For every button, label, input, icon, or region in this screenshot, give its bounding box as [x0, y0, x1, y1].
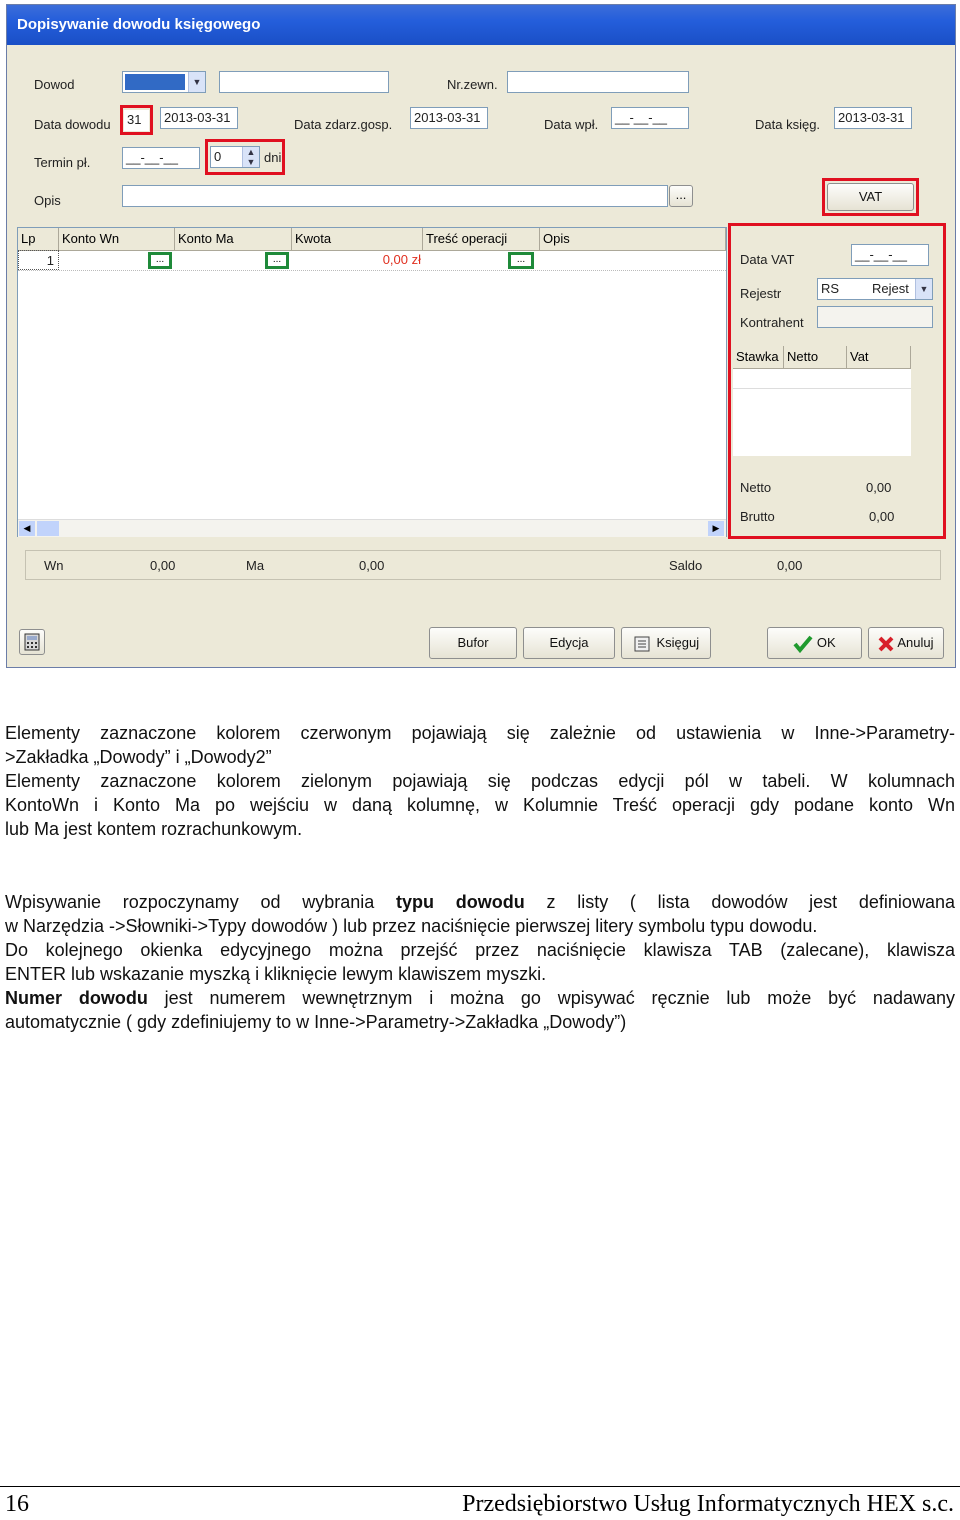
rejestr-value: Rejest [872, 281, 909, 296]
data-ksieg-input[interactable]: 2013-03-31 [834, 107, 912, 129]
dowod-type-select[interactable] [122, 71, 206, 93]
chevron-down-icon[interactable]: ▼ [915, 279, 932, 299]
calculator-button[interactable] [19, 629, 45, 655]
opis-input[interactable] [122, 185, 668, 207]
dni-stepper[interactable]: 0 ▲ ▼ [210, 146, 260, 168]
data-vat-label: Data VAT [740, 252, 795, 267]
data-dowodu-label: Data dowodu [34, 117, 111, 132]
data-dowodu-input[interactable]: 2013-03-31 [160, 107, 238, 129]
wn-label: Wn [44, 558, 64, 573]
paragraph-tab-line1: Do kolejnego okienka edycyjnego można przejść przez naciśnięcie klawisza TAB (zalecane), klawisza [5, 940, 955, 960]
opis-browse-button[interactable]: ... [669, 185, 693, 207]
brutto-label: Brutto [740, 509, 775, 524]
data-dowodu-day-input[interactable]: 31 [124, 110, 149, 131]
paragraph-numer-line1 [5, 986, 955, 1010]
netto-value: 0,00 [866, 480, 892, 495]
nr-zewn-label: Nr.zewn. [447, 77, 498, 92]
chevron-down-icon[interactable]: ▼ [188, 72, 205, 92]
ma-label: Ma [246, 558, 265, 573]
dowod-label: Dowod [34, 77, 75, 92]
opis-label: Opis [34, 193, 61, 208]
ledger-icon [633, 635, 653, 653]
col-stawka[interactable]: Stawka [733, 346, 784, 369]
day-highlight [120, 105, 153, 135]
cross-icon [878, 636, 894, 652]
col-vat[interactable]: Vat [847, 346, 911, 369]
page-number: 16 [5, 1491, 29, 1517]
dialog-window [6, 4, 956, 668]
table-row[interactable] [18, 250, 726, 271]
paragraph-typ-line1 [5, 890, 955, 914]
paragraph-typ-line2: w Narzędzia ->Słowniki->Typy dowodów ) lub przez naciśnięcie pierwszej litery symbolu typu dowodu. [5, 916, 818, 936]
data-wpl-input[interactable]: __-__-__ [611, 107, 689, 129]
netto-label: Netto [740, 480, 772, 495]
stepper-arrows-icon[interactable]: ▲ ▼ [242, 147, 259, 167]
rejestr-select[interactable] [817, 278, 933, 300]
vat-panel [728, 223, 946, 539]
saldo-value: 0,00 [777, 558, 803, 573]
data-zdarz-label: Data zdarz.gosp. [294, 117, 393, 132]
row-kwota: 0,00 zł [382, 252, 421, 267]
checkmark-icon [793, 635, 813, 653]
col-konto-ma[interactable]: Konto Ma [175, 228, 292, 251]
paragraph-red-line2: >Zakładka „Dowody” i „Dowody2” [5, 747, 272, 767]
paragraph-green-line3: lub Ma jest kontem rozrachunkowym. [5, 819, 303, 839]
konto-wn-lookup-button[interactable]: ... [148, 252, 172, 269]
data-zdarz-input[interactable]: 2013-03-31 [410, 107, 488, 129]
ksieguj-button[interactable] [621, 627, 711, 659]
kontrahent-input[interactable] [817, 306, 933, 328]
paragraph-numer-line2: automatycznie ( gdy zdefiniujemy to w Inne->Parametry->Zakładka „Dowody”) [5, 1012, 627, 1032]
vat-grid[interactable] [733, 346, 911, 456]
anuluj-button[interactable] [868, 627, 944, 659]
ksieguj-label: Księguj [656, 635, 700, 650]
paragraph-green-line1: Elementy zaznaczone kolorem zielonym pojawiają się podczas edycji pól w tabeli. W kolumnach [5, 771, 955, 791]
window-title: Dopisywanie dowodu księgowego [7, 5, 955, 45]
rejestr-label: Rejestr [740, 286, 782, 301]
footer-divider [0, 1486, 960, 1487]
vat-button[interactable]: VAT [827, 183, 914, 211]
rejestr-code: RS [821, 281, 840, 296]
ok-label: OK [816, 635, 836, 650]
wn-value: 0,00 [150, 558, 176, 573]
typ-dowodu-bold: typu dowodu [396, 892, 525, 912]
calculator-icon [23, 633, 41, 651]
col-tresc[interactable]: Treść operacji [423, 228, 540, 251]
tresc-lookup-button[interactable]: ... [508, 252, 534, 269]
scroll-right-icon[interactable]: ▶ [708, 521, 724, 536]
data-vat-input[interactable]: __-__-__ [851, 244, 929, 266]
bufor-button[interactable]: Bufor [429, 627, 517, 659]
col-lp[interactable]: Lp [18, 228, 59, 251]
kontrahent-label: Kontrahent [740, 315, 804, 330]
anuluj-label: Anuluj [897, 635, 934, 650]
scroll-thumb[interactable] [37, 521, 59, 536]
ok-button[interactable] [767, 627, 862, 659]
numer-dowodu-bold: Numer dowodu [5, 988, 148, 1008]
dni-label: dni [264, 150, 282, 165]
saldo-label: Saldo [669, 558, 703, 573]
paragraph-numer-a: jest numerem wewnętrznym i można go wpisywać ręcznie lub może być nadawany [164, 988, 955, 1008]
data-ksieg-label: Data księg. [755, 117, 821, 132]
paragraph-red-line1: Elementy zaznaczone kolorem czerwonym pojawiają się zależnie od ustawienia w Inne->Parametry- [5, 723, 955, 743]
col-kwota[interactable]: Kwota [292, 228, 423, 251]
row-lp: 1 [18, 250, 59, 270]
edycja-button[interactable]: Edycja [523, 627, 615, 659]
data-wpl-label: Data wpł. [544, 117, 599, 132]
paragraph-typ-b: z listy ( lista dowodów jest definiowana [546, 892, 955, 912]
dowod-number-input[interactable] [219, 71, 389, 93]
vat-highlight [822, 178, 919, 216]
footer-company: Przedsiębiorstwo Usług Informatycznych HEX s.c. [462, 1491, 954, 1517]
scroll-left-icon[interactable]: ◀ [19, 521, 35, 536]
nr-zewn-input[interactable] [507, 71, 689, 93]
dni-highlight [205, 139, 285, 175]
summary-bar [25, 550, 941, 580]
brutto-value: 0,00 [869, 509, 895, 524]
paragraph-tab-line2: ENTER lub wskazanie myszką i kliknięcie lewym klawiszem myszki. [5, 964, 547, 984]
paragraph-typ-a: Wpisywanie rozpoczynamy od wybrania [5, 892, 375, 912]
entries-grid[interactable] [17, 227, 727, 537]
table-row[interactable] [733, 368, 911, 389]
col-opis[interactable]: Opis [540, 228, 726, 251]
termin-label: Termin pł. [34, 155, 91, 170]
termin-input[interactable]: __-__-__ [122, 147, 200, 169]
paragraph-green-line2: KontoWn i Konto Ma po wejściu w daną kolumnę, w Kolumnie Treść operacji gdy podane konto Wn [5, 795, 955, 815]
col-netto[interactable]: Netto [784, 346, 847, 369]
col-konto-wn[interactable]: Konto Wn [59, 228, 175, 251]
grid-scrollbar[interactable] [18, 519, 726, 537]
ma-value: 0,00 [359, 558, 385, 573]
konto-ma-lookup-button[interactable]: ... [265, 252, 289, 269]
